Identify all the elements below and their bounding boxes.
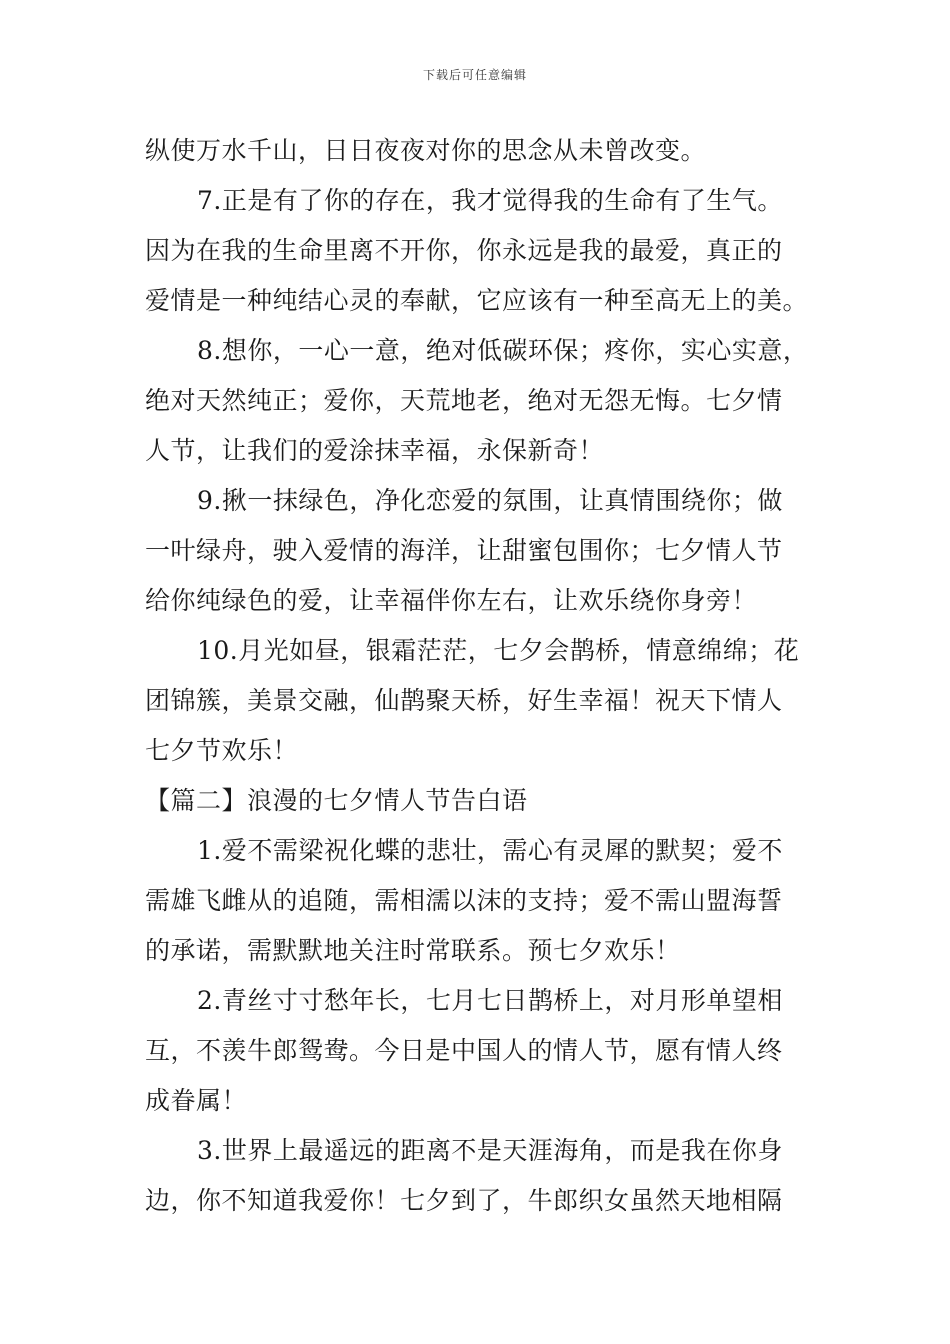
text-line: 需雄飞雌从的追随，需相濡以沫的支持；爱不需山盟海誓 <box>145 886 783 915</box>
list-item-10-start: 10.月光如昼，银霜茫茫，七夕会鹊桥，情意绵绵；花 <box>197 636 800 665</box>
text-line: 一叶绿舟，驶入爱情的海洋，让甜蜜包围你；七夕情人节 <box>145 536 783 565</box>
text-line: 纵使万水千山，日日夜夜对你的思念从未曾改变。 <box>145 136 707 165</box>
text-line: 爱情是一种纯结心灵的奉献，它应该有一种至高无上的美。 <box>145 286 809 315</box>
text-line: 因为在我的生命里离不开你，你永远是我的最爱，真正的 <box>145 236 783 265</box>
text-line: 互，不羡牛郎鸳鸯。今日是中国人的情人节，愿有情人终 <box>145 1036 783 1065</box>
list-item-2-start: 2.青丝寸寸愁年长，七月七日鹊桥上，对月形单望相 <box>197 986 783 1015</box>
text-line: 人节，让我们的爱涂抹幸福，永保新奇！ <box>145 436 605 465</box>
list-item-1-start: 1.爱不需梁祝化蝶的悲壮，需心有灵犀的默契；爱不 <box>197 836 783 865</box>
list-item-8-start: 8.想你，一心一意，绝对低碳环保；疼你，实心实意， <box>197 336 809 365</box>
text-line: 边，你不知道我爱你！七夕到了，牛郎织女虽然天地相隔 <box>145 1186 783 1215</box>
text-line: 成眷属！ <box>145 1086 248 1115</box>
text-line: 给你纯绿色的爱，让幸福伴你左右，让欢乐绕你身旁！ <box>145 586 758 615</box>
text-line: 团锦簇，美景交融，仙鹊聚天桥，好生幸福！祝天下情人 <box>145 686 783 715</box>
document-body <box>145 126 810 1226</box>
list-item-7-start: 7.正是有了你的存在，我才觉得我的生命有了生气。 <box>197 186 783 215</box>
text-line: 七夕节欢乐！ <box>145 736 299 765</box>
text-line: 绝对天然纯正；爱你，天荒地老，绝对无怨无悔。七夕情 <box>145 386 783 415</box>
page-header-note: 下载后可任意编辑 <box>422 68 527 82</box>
section-heading: 【篇二】浪漫的七夕情人节告白语 <box>145 786 528 815</box>
list-item-9-start: 9.揪一抹绿色，净化恋爱的氛围，让真情围绕你；做 <box>197 486 783 515</box>
text-line: 的承诺，需默默地关注时常联系。预七夕欢乐！ <box>145 936 681 965</box>
list-item-3-start: 3.世界上最遥远的距离不是天涯海角，而是我在你身 <box>197 1136 783 1165</box>
